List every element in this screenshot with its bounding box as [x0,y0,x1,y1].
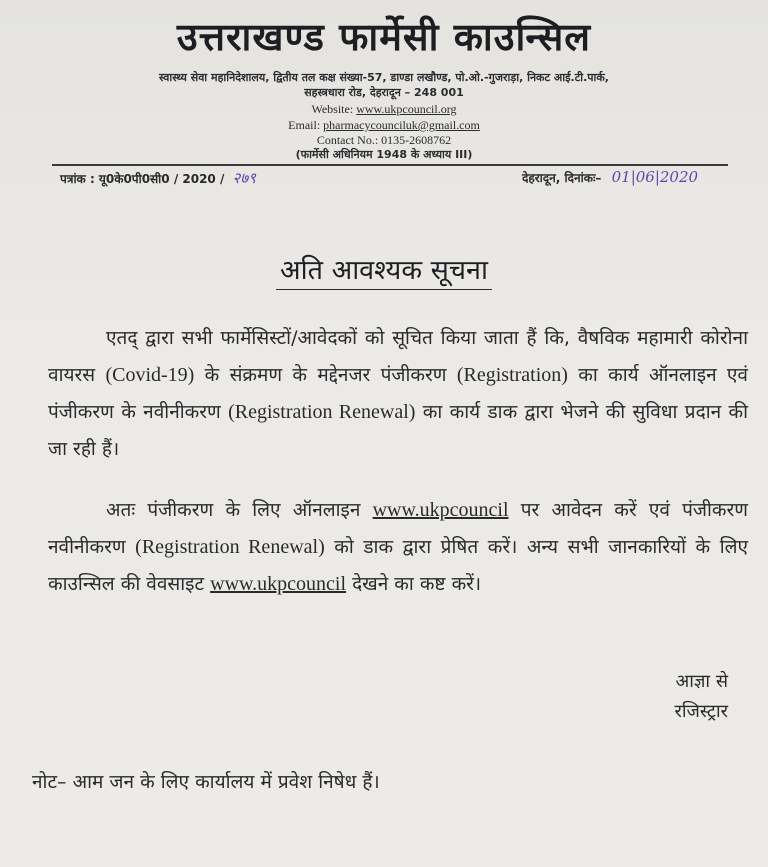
letter-number-label: पत्रांक : यू0के0पी0सी0 / 2020 / [60,172,225,186]
signature-registrar: रजिस्ट्रार [674,701,728,722]
website-label: Website: [311,102,354,116]
reference-row [60,166,760,188]
letter-number [60,168,256,188]
letter-date [522,168,698,186]
email-link[interactable]: pharmacycounciluk@gmail.com [323,118,480,132]
para2-text-c: को डाक द्वारा प्रेषित करें। अन्य सभी जानकारियों के लिए काउन्सिल की वेवसाइट [48,536,748,595]
website-line [0,102,768,117]
contact-number: Contact No.: 0135-2608762 [316,133,452,147]
date-label: देहरादून, दिनांकः– [522,171,602,185]
notice-paragraph-1 [48,320,748,468]
email-label: Email: [288,118,321,132]
para1-text-b: के संक्रमण के मद्देनजर पंजीकरण [194,364,457,386]
para1-covid: (Covid-19) [105,364,195,386]
signature-by-order: आज्ञा से [675,671,728,692]
notice-paragraph-2 [48,492,748,603]
act-reference: (फार्मेसी अधिनियम 1948 के अध्याय III) [295,148,473,161]
para1-text-c: का कार्य ऑनलाइन एवं पंजीकरण के नवीनीकरण [48,364,749,423]
para1-text-a: एतद् द्वारा सभी फार्मेसिस्टों/आवेदकों को सूचित किया जाता हैं कि, वैषविक महामारी कोरोना वायरस [48,327,748,386]
notice-heading-text: अति आवश्यक सूचना [276,255,492,290]
website-link[interactable]: www.ukpcouncil.org [356,102,457,116]
para2-text-b: पर आवेदन करें एवं पंजीकरण नवीनीकरण [48,499,748,558]
date-value: 01|06|2020 [611,168,699,186]
address-block [0,70,768,100]
para2-text-d: देखने का कष्ट करें। [346,573,482,595]
address-line-2: सहस्त्रधारा रोड, देहरादून – 248 001 [304,86,464,99]
para2-text-a: अतः पंजीकरण के लिए ऑनलाइन [106,499,373,521]
para1-registration: (Registration) [456,364,568,386]
council-title: उत्तराखण्ड फार्मेसी काउन्सिल [176,15,592,59]
address-line-1: स्वास्थ्य सेवा महानिदेशालय, द्वितीय तल कक्ष संख्या-57, डाण्डा लखौण्ड, पो.ओ.-गुजराड़ा, निकट आई.टी.पार्क, [159,71,609,84]
letter-number-value: २७९ [232,169,256,187]
notice-heading [0,250,768,287]
para2-website-link-2[interactable]: www.ukpcouncil [210,573,347,595]
email-line [0,118,768,133]
para2-website-link-1[interactable]: www.ukpcouncil [372,499,509,521]
para1-text-d: का कार्य डाक द्वारा भेजने की सुविधा प्रदान की जा रही हैं। [48,401,749,460]
para1-renewal: (Registration Renewal) [228,401,416,423]
para2-renewal: (Registration Renewal) [135,536,325,558]
footer-note: नोट– आम जन के लिए कार्यालय में प्रवेश निषेध हैं। [32,771,380,793]
